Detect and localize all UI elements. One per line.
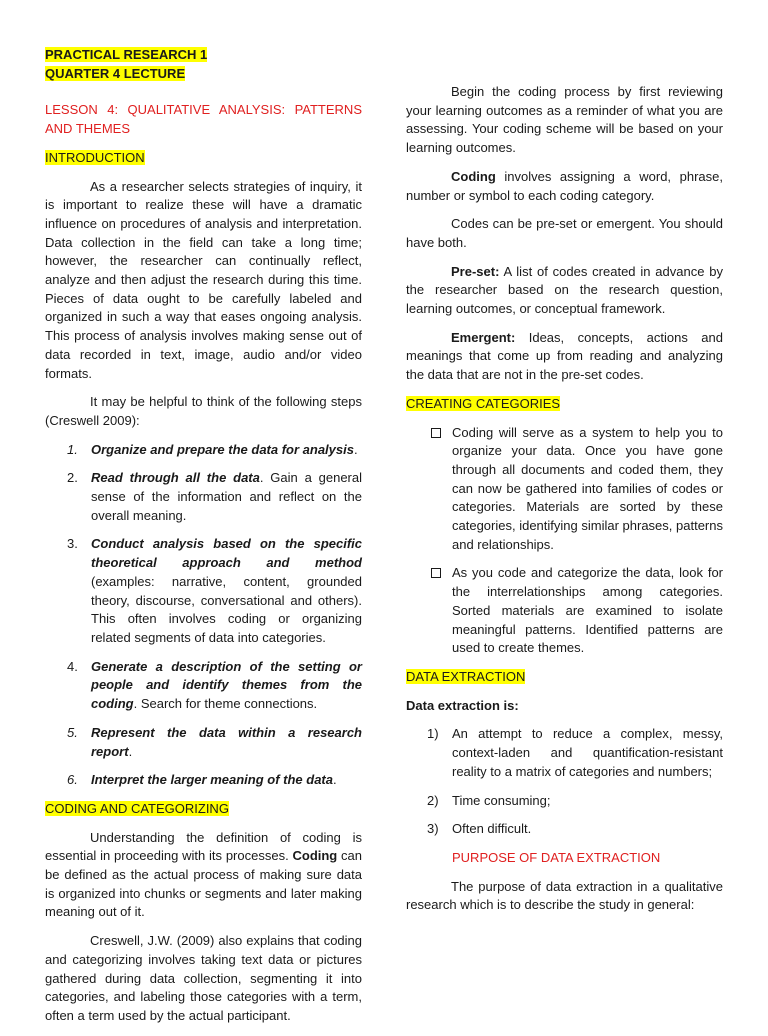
creating-categories-heading: CREATING CATEGORIES	[406, 395, 561, 411]
quarter-label: QUARTER 4 LECTURE	[45, 65, 186, 81]
list-item	[45, 469, 362, 525]
list-item	[406, 424, 723, 555]
list-item	[45, 771, 362, 790]
step-bold-text: Generate a description of the setting or people and identify themes from the coding	[91, 658, 362, 712]
step-text: (examples: narrative, content, grounded theory, discourse, conversational and others). This often involves coding or organizing related segments of data into categories.	[91, 573, 362, 645]
step-text: .	[353, 441, 358, 457]
list-item	[406, 820, 723, 839]
step-text: .	[333, 772, 337, 788]
coding-paragraph-5: Codes can be pre-set or emergent. You should have both.	[406, 216, 723, 250]
extraction-list	[406, 725, 723, 839]
step-number: 3.	[67, 536, 78, 552]
preset-paragraph	[406, 263, 723, 319]
bold-term: Coding	[451, 168, 496, 184]
list-item-text: Often difficult.	[452, 821, 532, 837]
list-item	[45, 724, 362, 761]
emergent-paragraph	[406, 329, 723, 385]
coding-paragraph-3: Begin the coding process by first reviewing your learning outcomes as a reminder of what you are assessing. Your coding scheme will be based on your learning outcomes.	[406, 84, 723, 156]
right-column	[406, 45, 723, 925]
lesson-title: LESSON 4: QUALITATIVE ANALYSIS: PATTERNS AND THEMES	[45, 102, 362, 137]
step-number: 2.	[67, 470, 78, 486]
checkbox-bullet-icon	[431, 428, 441, 438]
list-item	[45, 535, 362, 647]
list-number: 1)	[427, 726, 439, 742]
list-item	[406, 725, 723, 781]
checkbox-bullet-icon	[431, 568, 441, 578]
document-header	[45, 46, 362, 83]
coding-paragraph-2: Creswell, J.W. (2009) also explains that coding and categorizing involves taking text data or pictures gathered during data collection, segmenting it into categories, and labeling those categories with a term, often a term used by the actual participant.	[45, 933, 362, 1023]
creswell-steps-list	[45, 441, 362, 790]
list-number: 3)	[427, 821, 439, 837]
list-item	[45, 658, 362, 714]
introduction-heading: INTRODUCTION	[45, 149, 145, 165]
list-item	[45, 441, 362, 460]
bold-term: Pre-set:	[451, 263, 500, 279]
step-bold-text: Read through all the data	[91, 470, 260, 486]
purpose-paragraph: The purpose of data extraction in a qualitative research which is to describe the study in general:	[406, 878, 723, 913]
data-extraction-heading: DATA EXTRACTION	[406, 668, 526, 684]
list-item-text: Time consuming;	[452, 792, 551, 808]
step-number: 5.	[67, 724, 78, 740]
step-text: . Gain a general sense of the information and reflect on the overall meaning.	[91, 470, 362, 523]
step-bold-text: Organize and prepare the data for analysis	[91, 441, 354, 457]
course-title: PRACTICAL RESEARCH 1	[45, 47, 208, 62]
list-item	[406, 564, 723, 658]
paragraph-text: involves assigning a word, phrase, number or symbol to each coding category.	[406, 168, 723, 203]
list-item-text: Coding will serve as a system to help you to organize your data. Once you have gone through all documents and coded them, they can now be gathered into families of codes or categories. Materials are sorted by these categories, identifying similar phrases, patterns and relationships.	[452, 424, 723, 552]
step-number: 6.	[67, 772, 78, 788]
paragraph-text: A list of codes created in advance by the researcher based on the research question, learning outcomes, or conceptual framework.	[406, 263, 723, 317]
coding-paragraph-4	[406, 168, 723, 205]
list-item-text: An attempt to reduce a complex, messy, context-laden and quantification-resistant reality to a matrix of categories and numbers;	[452, 726, 723, 779]
bold-term: Emergent:	[451, 329, 516, 345]
step-bold-text: Interpret the larger meaning of the data	[91, 772, 333, 788]
categories-list	[406, 424, 723, 658]
step-text: .	[128, 743, 133, 759]
paragraph-text: can be defined as the actual process of making sure data is organized into chunks or segments and later making meaning out of it.	[45, 848, 363, 920]
bold-term: Coding	[292, 848, 338, 864]
step-bold-text: Conduct analysis based on the specific theoretical approach and method	[91, 536, 362, 571]
data-extraction-subheading: Data extraction is:	[406, 697, 519, 713]
left-column	[45, 46, 362, 1036]
coding-heading: CODING AND CATEGORIZING	[45, 800, 229, 816]
list-item-text: As you code and categorize the data, look for the interrelationships among categories. Sorted materials are examined to isolate meaningful patterns. Identified patterns are used to create themes.	[452, 565, 723, 656]
step-number: 1.	[67, 441, 78, 457]
list-item	[406, 792, 723, 811]
paragraph-text: Ideas, concepts, actions and meanings that come up from reading and analyzing the data that are not in the pre-set codes.	[406, 329, 723, 383]
list-number: 2)	[427, 792, 439, 808]
step-number: 4.	[67, 658, 78, 674]
coding-paragraph-1	[45, 829, 362, 923]
steps-intro-paragraph: It may be helpful to think of the following steps (Creswell 2009):	[45, 394, 362, 428]
intro-paragraph: As a researcher selects strategies of inquiry, it is important to realize these will have a dramatic influence on procedures of analysis and interpretation. Data collection in the field can take a long time; however, the researcher can continually reflect, analyze and then adjust the research during this time. Pieces of data ought to be carefully labeled and organized in such a way that eases ongoing analysis. This process of analysis involves making sense out of data recorded in text, image, audio and/or video formats.	[45, 178, 362, 381]
step-bold-text: Represent the data within a research report	[91, 724, 362, 759]
paragraph-text: Understanding the definition of coding is essential in proceeding with its processes.	[45, 829, 362, 864]
purpose-heading: PURPOSE OF DATA EXTRACTION	[452, 849, 661, 865]
step-text: . Search for theme connections.	[133, 696, 318, 712]
